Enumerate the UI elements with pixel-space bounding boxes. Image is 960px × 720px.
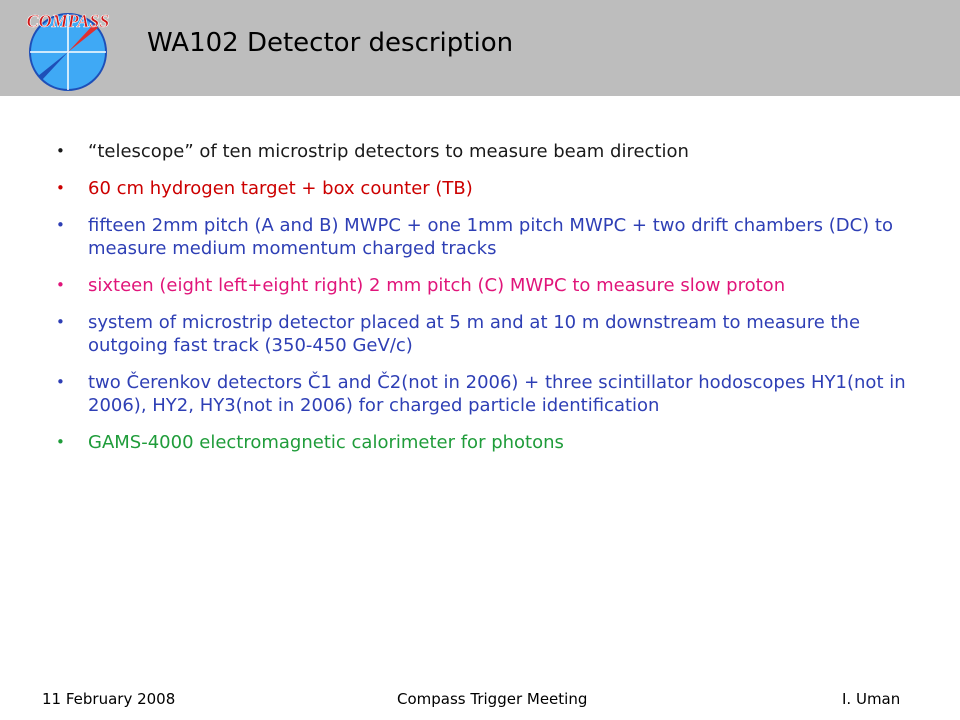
bullet-dot-icon: • xyxy=(56,142,65,160)
bullet-item xyxy=(56,177,916,200)
bullet-text: 60 cm hydrogen target + box counter (TB) xyxy=(88,178,473,199)
bullet-text: system of microstrip detector placed at 5 m and at 10 m downstream to measure the outgoing fast track (350-450 GeV/c) xyxy=(88,312,861,356)
bullet-dot-icon: • xyxy=(56,216,65,234)
svg-text:COMPASS: COMPASS xyxy=(26,11,110,31)
bullet-item xyxy=(56,431,916,454)
bullet-dot-icon: • xyxy=(56,179,65,197)
bullet-item xyxy=(56,214,916,260)
bullet-item xyxy=(56,371,916,417)
bullet-list xyxy=(56,140,916,468)
footer-date: 11 February 2008 xyxy=(42,690,176,708)
footer-author: I. Uman xyxy=(842,690,901,708)
slide-title: WA102 Detector description xyxy=(147,28,514,58)
bullet-dot-icon: • xyxy=(56,313,65,331)
footer-meeting: Compass Trigger Meeting xyxy=(397,690,588,708)
bullet-dot-icon: • xyxy=(56,276,65,294)
bullet-text: sixteen (eight left+eight right) 2 mm pitch (C) MWPC to measure slow proton xyxy=(88,275,786,296)
bullet-item xyxy=(56,140,916,163)
bullet-dot-icon: • xyxy=(56,433,65,451)
bullet-text: GAMS-4000 electromagnetic calorimeter for photons xyxy=(88,432,564,453)
compass-logo xyxy=(6,2,130,94)
bullet-text: two Čerenkov detectors Č1 and Č2(not in 2006) + three scintillator hodoscopes HY1(not in 2006), HY2, HY3(not in 2006) for charged particle identification xyxy=(88,372,906,416)
bullet-text: fifteen 2mm pitch (A and B) MWPC + one 1mm pitch MWPC + two drift chambers (DC) to measure medium momentum charged tracks xyxy=(88,215,893,259)
bullet-text: “telescope” of ten microstrip detectors to measure beam direction xyxy=(88,141,689,162)
bullet-dot-icon: • xyxy=(56,373,65,391)
bullet-item xyxy=(56,311,916,357)
slide-header xyxy=(0,0,960,96)
bullet-item xyxy=(56,274,916,297)
